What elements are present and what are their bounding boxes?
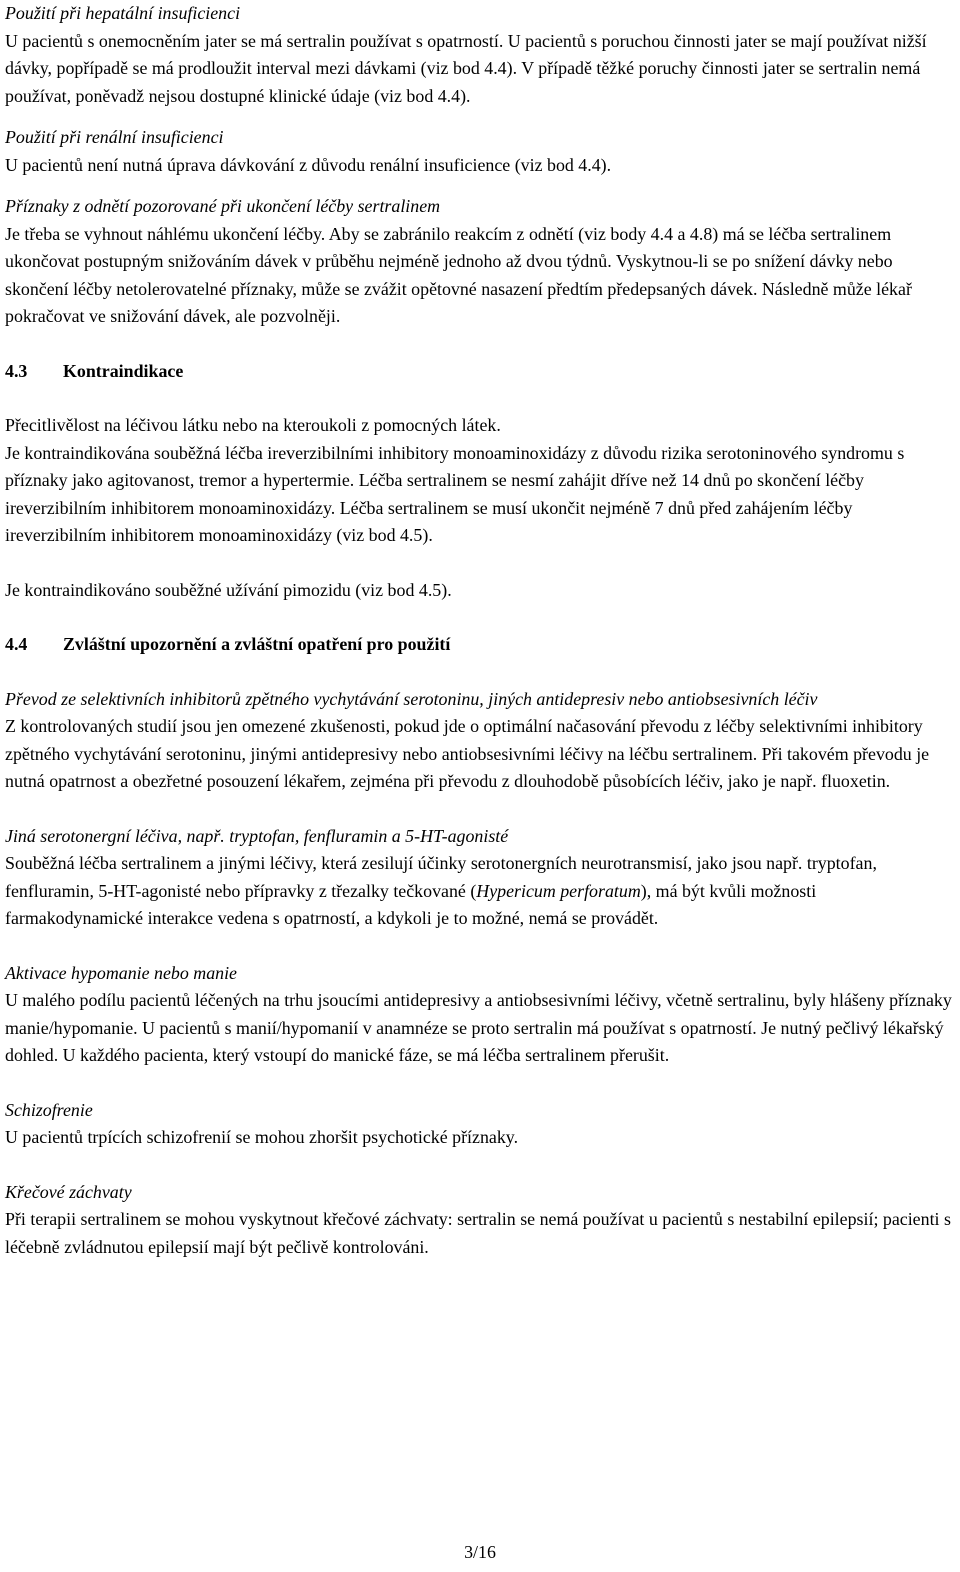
page-number: 3/16 bbox=[464, 1542, 496, 1562]
withdrawal-heading: Příznaky z odnětí pozorované při ukončení léčby sertralinem bbox=[5, 196, 441, 216]
document-page bbox=[5, 0, 957, 1261]
section-title: Zvláštní upozornění a zvláštní opatření pro použití bbox=[63, 634, 451, 654]
serotonergic-body-latin: Hypericum perforatum bbox=[476, 880, 641, 901]
section-number: 4.3 bbox=[5, 360, 28, 381]
serotonergic-body-end: ), má být kvůli možnosti farmakodynamické interakce vedena s opatrností, a kdykoli je to možné, nemá se provádět. bbox=[5, 880, 817, 928]
contraindication-maoi: Je kontraindikována souběžná léčba ireverzibilními inhibitory monoaminoxidázy z důvodu rizika serotoninového syndromu s příznaky jako agitovanost, tremor a hypertermie. Léčba sertralinem se nesmí zahájit dříve než 14 dnů po skončení léčby ireverzibilním inhibitorem monoaminoxidázy. Léčba sertralinem se musí ukončit nejméně 7 dnů před zahájením léčby ireverzibilním inhibitorem monoaminoxidázy (viz bod 4.5). bbox=[5, 442, 905, 545]
serotonergic-heading: Jiná serotonergní léčiva, např. tryptofan, fenfluramin a 5-HT-agonisté bbox=[5, 825, 509, 846]
renal-heading: Použití při renální insuficienci bbox=[5, 127, 224, 147]
serotonergic-body-start: Souběžná léčba sertralinem a jinými léčivy, která zesilují účinky serotonergních neurotransmisí, jako jsou např. tryptofan, fenfluramin, 5-HT-agonisté nebo přípravky z třezalky tečkované ( bbox=[5, 853, 877, 901]
contraindication-pimozide: Je kontraindikováno souběžné užívání pimozidu (viz bod 4.5). bbox=[5, 579, 452, 600]
seizures-body: Při terapii sertralinem se mohou vyskytnout křečové záchvaty: sertralin se nemá používat u pacientů s nestabilní epilepsií; pacienti s léčebně zvládnutou epilepsií mají být pečlivě kontrolováni. bbox=[5, 1209, 951, 1257]
serotonergic-body bbox=[5, 850, 957, 933]
seizures-heading: Křečové záchvaty bbox=[5, 1181, 132, 1202]
mania-body: U malého podílu pacientů léčených na trhu jsoucími antidepresivy a antiobsesivními léčivy, včetně sertralinu, byly hlášeny příznaky manie/hypomanie. U pacientů s manií/hypomanií v anamnéze se proto sertralin má používat s opatrností. Je nutný pečlivý lékařský dohled. U každého pacienta, který vstoupí do manické fáze, se má léčba sertralinem přerušit. bbox=[5, 990, 952, 1065]
section-4-4-heading bbox=[5, 631, 957, 659]
section-4-3-heading bbox=[5, 358, 957, 386]
hepatic-body: U pacientů s onemocněním jater se má sertralin používat s opatrností. U pacientů s poruchou činnosti jater se mají používat nižší dávky, popřípadě se má prodloužit interval mezi dávkami (viz bod 4.4). V případě těžké poruchy činnosti jater se sertralin nemá používat, poněvadž nejsou dostupné klinické údaje (viz bod 4.4). bbox=[5, 30, 927, 106]
section-title: Kontraindikace bbox=[63, 360, 184, 381]
renal-body: U pacientů není nutná úprava dávkování z důvodu renální insuficience (viz bod 4.4). bbox=[5, 154, 612, 175]
schizo-body: U pacientů trpících schizofrenií se mohou zhoršit psychotické příznaky. bbox=[5, 1127, 519, 1147]
hepatic-heading: Použití při hepatální insuficienci bbox=[5, 3, 241, 23]
withdrawal-body: Je třeba se vyhnout náhlému ukončení léčby. Aby se zabránilo reakcím z odnětí (viz body 4.4 a 4.8) má se léčba sertralinem ukončovat postupným snižováním dávek v průběhu nejméně jednoho až dvou týdnů. Vyskytnou-li se po snížení dávky nebo skončení léčby netolerovatelné příznaky, může se zvážit opětovné nasazení předtím předepsaných dávek. Následně může lékař pokračovat ve snižování dávek, ale pozvolněji. bbox=[5, 223, 912, 326]
schizo-heading: Schizofrenie bbox=[5, 1099, 93, 1120]
switch-body: Z kontrolovaných studií jsou jen omezené zkušenosti, pokud jde o optimální načasování převodu z léčby selektivními inhibitory zpětného vychytávání serotoninu, jinými antidepresivy nebo antiobsesivními léčivy na léčbu sertralinem. Při takovém převodu je nutná opatrnost a obezřetné posouzení lékařem, zejména při převodu z dlouhodobě působících léčiv, jako je např. fluoxetin. bbox=[5, 716, 930, 791]
mania-heading: Aktivace hypomanie nebo manie bbox=[5, 962, 237, 983]
contraindication-hypersensitivity: Přecitlivělost na léčivou látku nebo na kteroukoli z pomocných látek. bbox=[5, 415, 501, 435]
section-number: 4.4 bbox=[5, 634, 28, 654]
switch-heading: Převod ze selektivních inhibitorů zpětného vychytávání serotoninu, jiných antidepresiv nebo antiobsesivních léčiv bbox=[5, 688, 818, 709]
